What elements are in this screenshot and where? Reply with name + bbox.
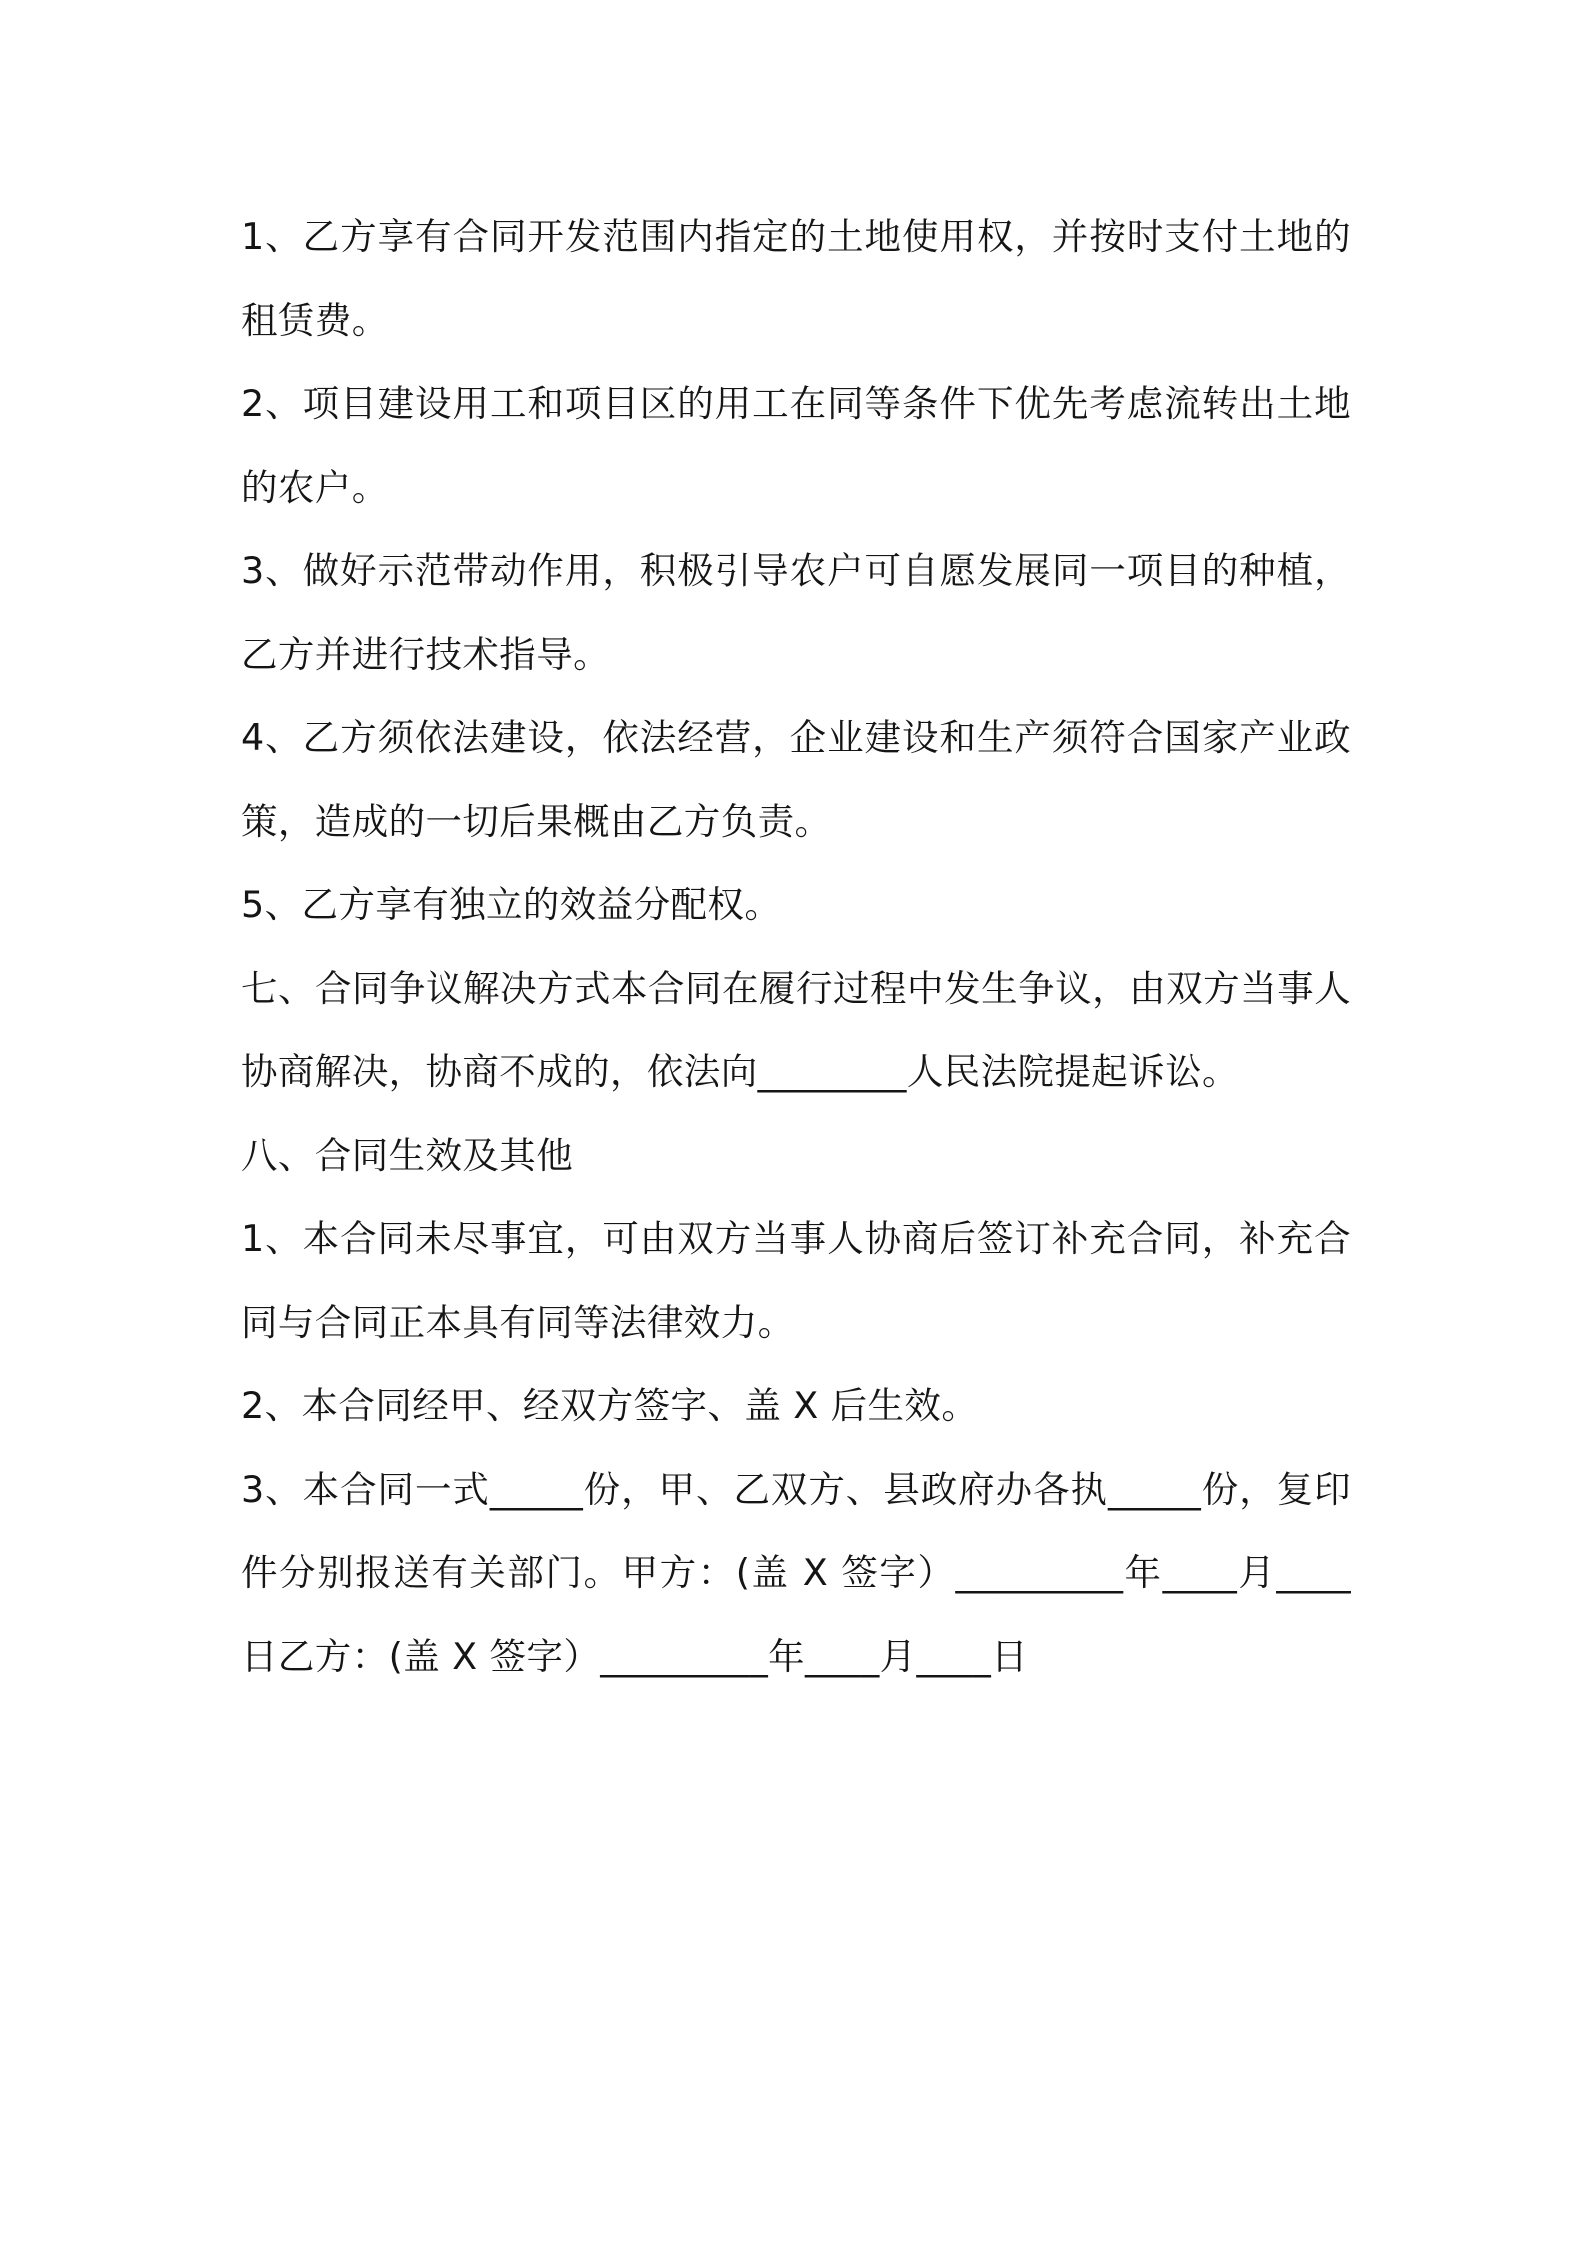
paragraph-copies-and-signatures: 3、本合同一式_____份，甲、乙双方、县政府办各执_____份，复印件分别报送有关部门。甲方：(盖 X 签字）_________年____月____日乙方：(盖 X 签字）_________年____月____日 [241, 1467, 1351, 1678]
paragraph-effective-condition: 2、本合同经甲、经双方签字、盖 X 后生效。 [241, 1384, 979, 1427]
paragraph-demonstration: 3、做好示范带动作用，积极引导农户可自愿发展同一项目的种植，乙方并进行技术指导。 [241, 549, 1351, 676]
paragraph-profit-distribution: 5、乙方享有独立的效益分配权。 [241, 883, 782, 926]
paragraph-supplementary-contract: 1、本合同未尽事宜，可由双方当事人协商后签订补充合同，补充合同与合同正本具有同等法律效力。 [241, 1217, 1351, 1344]
paragraph-dispute-resolution: 七、合同争议解决方式本合同在履行过程中发生争议，由双方当事人协商解决，协商不成的，依法向________人民法院提起诉讼。 [241, 966, 1351, 1093]
paragraph-land-use-right: 1、乙方享有合同开发范围内指定的土地使用权，并按时支付土地的租赁费。 [241, 215, 1351, 342]
paragraph-legal-operation: 4、乙方须依法建设，依法经营，企业建设和生产须符合国家产业政策，造成的一切后果概由乙方负责。 [241, 716, 1351, 843]
section-heading-effectiveness: 八、合同生效及其他 [241, 1133, 574, 1177]
paragraph-employment-priority: 2、项目建设用工和项目区的用工在同等条件下优先考虑流转出土地的农户。 [241, 382, 1351, 509]
document-body [241, 195, 1351, 1698]
